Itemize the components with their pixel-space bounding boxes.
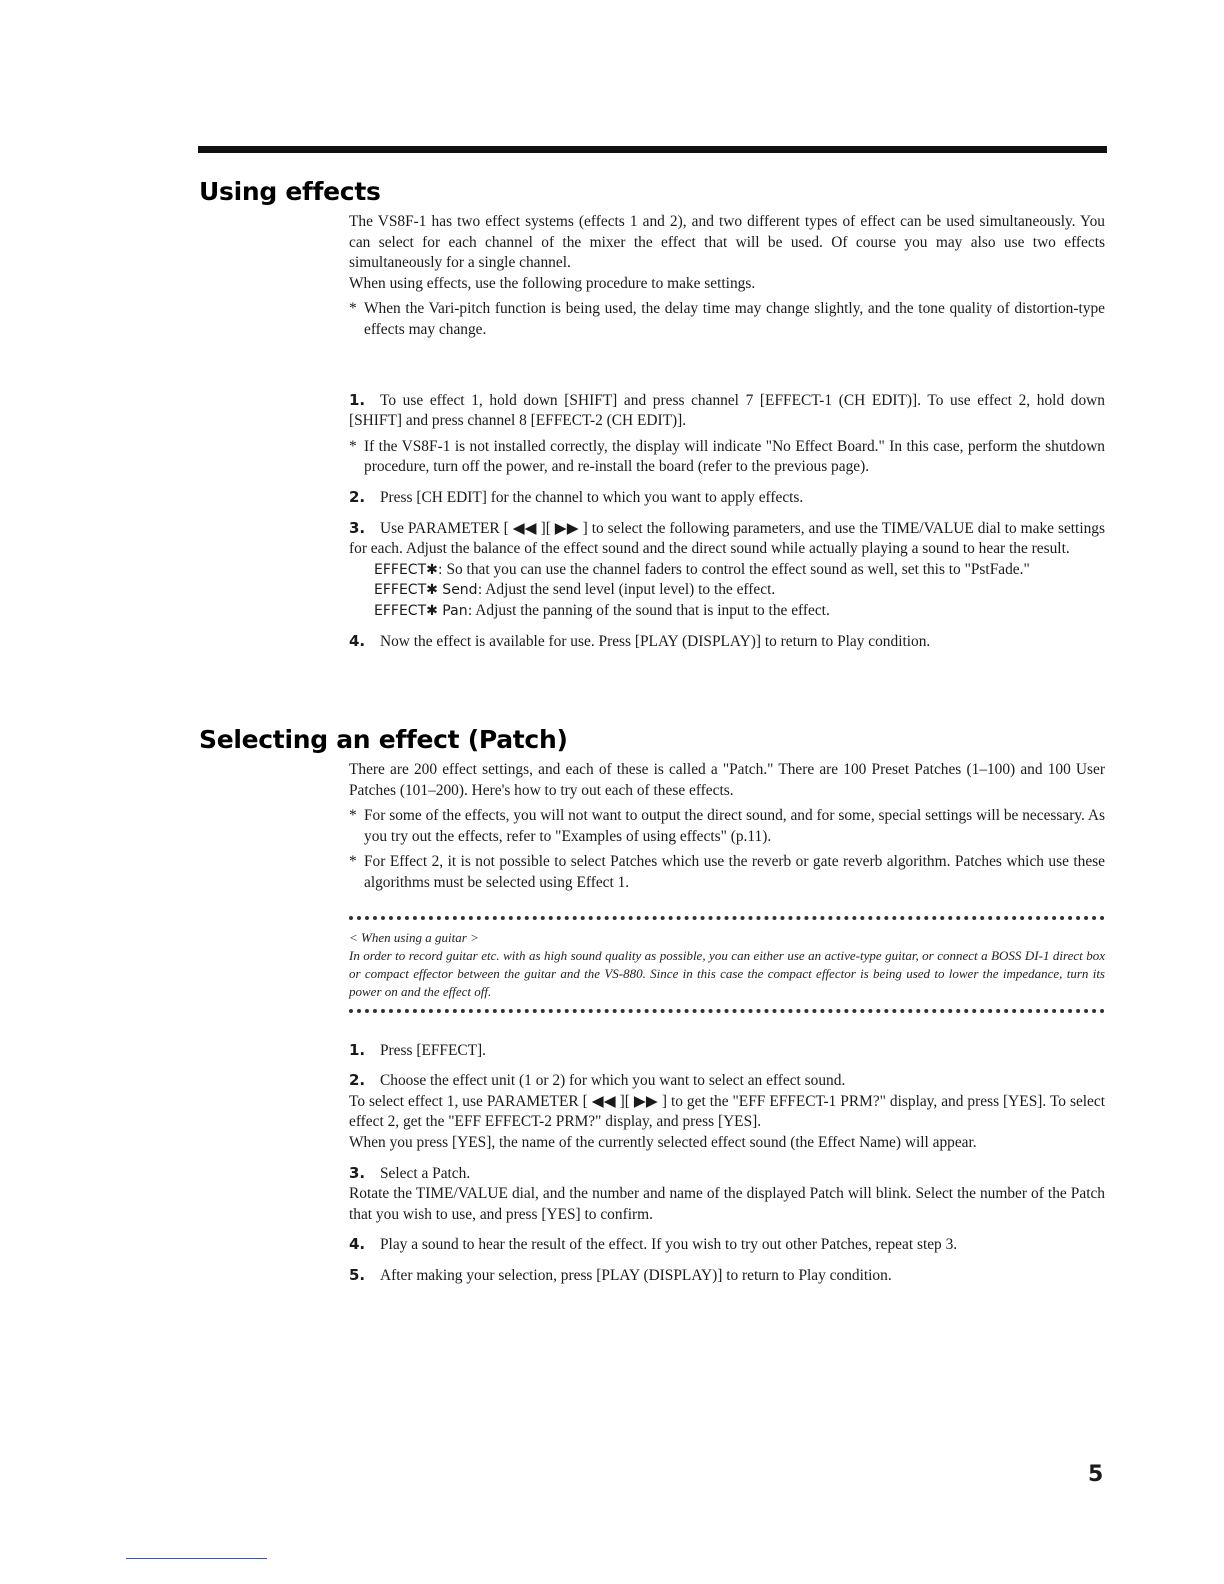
step-3: 3. Use PARAMETER [ ◀◀ ][ ▶▶ ] to select the following parameters, and use the TIME/VALUE dial to make settings for each. Adjust the balance of the effect sound and the direct sound while actually playing a sound to hear the result. [349,518,1105,558]
step-3: 3. Select a Patch. [349,1163,471,1182]
page-number: 5 [1088,1462,1104,1487]
section-selecting-effect [349,760,1105,1287]
note [349,806,1105,847]
step-1: 1. To use effect 1, hold down [SHIFT] and press channel 7 [EFFECT-1 (CH EDIT)]. To use effect 2, hold down [SHIFT] and press channel 8 [EFFECT-2 (CH EDIT)]. [349,390,1105,430]
note-text: When the Vari-pitch function is being used, the delay time may change slightly, and the tone quality of distortion-type effects may change. [364,300,1105,338]
section-title-selecting-effect: Selecting an effect (Patch) [199,725,568,754]
step-4: 4. Now the effect is available for use. Press [PLAY (DISPLAY)] to return to Play condition. [349,631,931,650]
intro-paragraph-2: When using effects, use the following procedure to make settings. [349,274,756,292]
step-1: 1. Press [EFFECT]. [349,1040,487,1059]
guitar-tip-box [349,916,1105,1013]
note-asterisk: * [349,437,357,455]
step-5: 5. After making your selection, press [PLAY (DISPLAY)] to return to Play condition. [349,1265,892,1284]
section-title-using-effects: Using effects [199,177,381,206]
step-2: 2. Press [CH EDIT] for the channel to which you want to apply effects. [349,487,804,506]
note [349,852,1105,893]
note-text: For Effect 2, it is not possible to select Patches which use the reverb or gate reverb algorithm. Patches which use these algorithms must be selected using Effect 1. [364,853,1105,891]
note-asterisk: * [349,807,357,825]
step-2-detail: To select effect 1, use PARAMETER [ ◀◀ ][ ▶▶ ] to get the "EFF EFFECT-1 PRM?" display, and press [YES]. To select effect 2, get the "EFF EFFECT-2 PRM?" display, and press [YES]. [349,1092,1105,1131]
section-using-effects [349,212,1105,652]
intro-paragraph: There are 200 effect settings, and each of these is called a "Patch." There are 100 Preset Patches (1–100) and 100 User Patches (101–200). Here's how to try out each of these effects. [349,761,1105,799]
param-effect-send: EFFECT✱ Send: Adjust the send level (input level) to the effect. [374,581,776,599]
footer-line [126,1558,267,1559]
note [349,299,1105,340]
note-asterisk: * [349,300,357,318]
note-asterisk: * [349,853,357,871]
note-text: If the VS8F-1 is not installed correctly, the display will indicate "No Effect Board." In this case, perform the shutdown procedure, turn off the power, and re-install the board (refer to the previous page). [364,437,1105,476]
step-2-detail-2: When you press [YES], the name of the currently selected effect sound (the Effect Name) will appear. [349,1133,977,1151]
top-rule [198,146,1107,153]
step-1-note [349,437,1105,478]
tip-title: < When using a guitar > [349,929,479,945]
step-3-detail: Rotate the TIME/VALUE dial, and the number and name of the displayed Patch will blink. Select the number of the Patch that you wish to use, and press [YES] to confirm. [349,1185,1105,1223]
step-2: 2. Choose the effect unit (1 or 2) for which you want to select an effect sound. [349,1071,846,1090]
param-effect-pan: EFFECT✱ Pan: Adjust the panning of the sound that is input to the effect. [374,601,830,619]
param-effect: EFFECT✱: So that you can use the channel faders to control the effect sound as well, set this to "PstFade." [374,560,1030,578]
intro-paragraph: The VS8F-1 has two effect systems (effects 1 and 2), and two different types of effect can be used simultaneously. You can select for each channel of the mixer the effect that will be used. Of course you may also use two effects simultaneously for a single channel. [349,213,1105,272]
tip-body: In order to record guitar etc. with as high sound quality as possible, you can either use an active-type guitar, or connect a BOSS DI-1 direct box or compact effector between the guitar and the VS-880. Since in this case the compact effector is being used to lower the impedance, turn its power on and the effect off. [349,947,1105,999]
step-4: 4. Play a sound to hear the result of the effect. If you wish to try out other Patches, repeat step 3. [349,1235,958,1254]
note-text: For some of the effects, you will not want to output the direct sound, and for some, special settings will be necessary. As you try out the effects, refer to "Examples of using effects" (p.11). [364,807,1105,845]
